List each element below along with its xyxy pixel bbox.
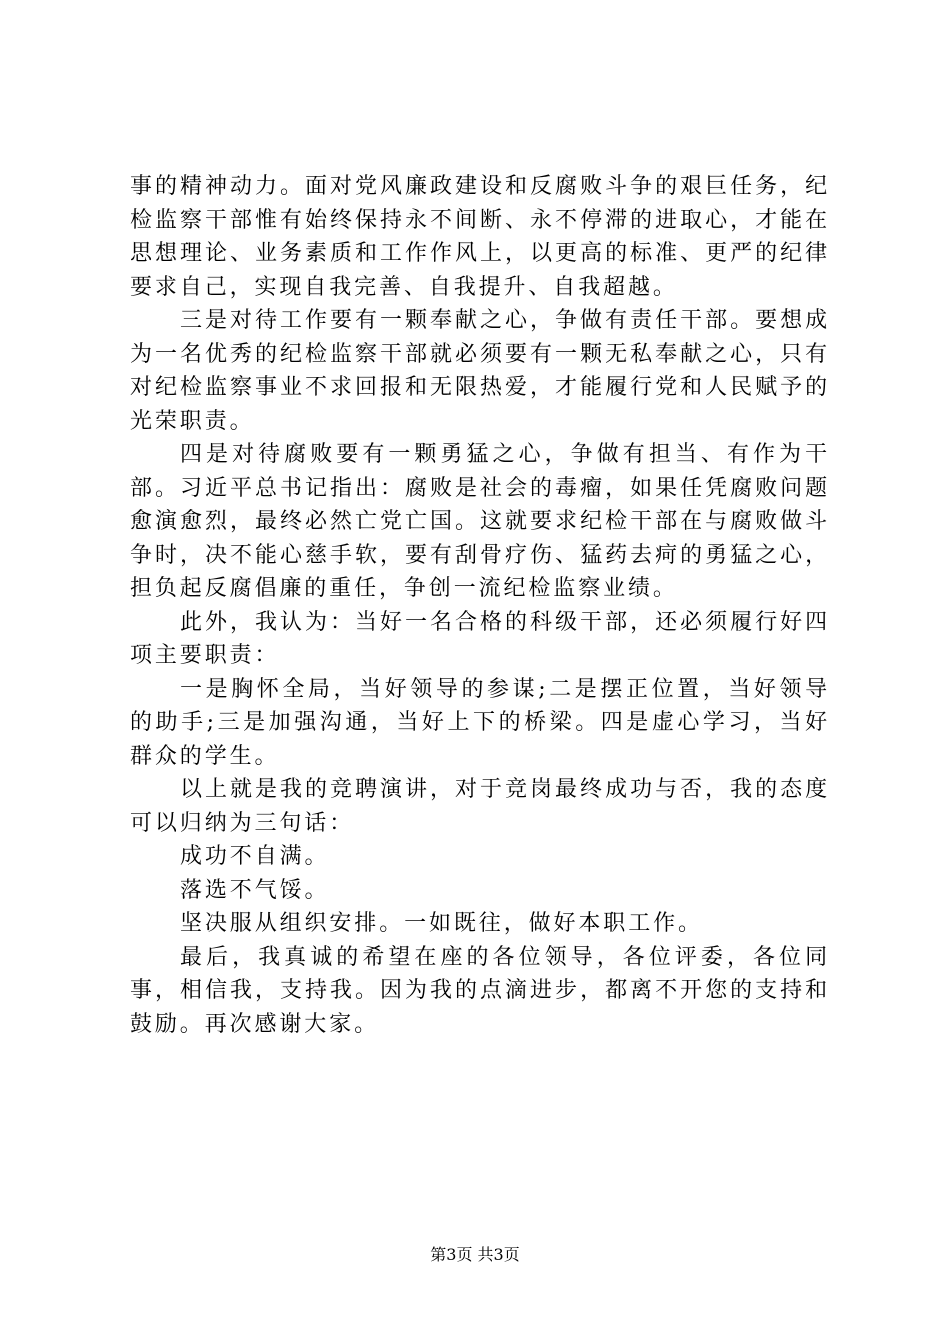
- paragraph-7: 成功不自满。: [180, 844, 330, 869]
- paragraph-4: 此外，我认为：当好一名合格的科级干部，还必须履行好四项主要职责：: [130, 609, 830, 668]
- paragraph-2: 三是对待工作要有一颗奉献之心，争做有责任干部。要想成为一名优秀的纪检监察干部就必须要有一颗无私奉献之心，只有对纪检监察事业不求回报和无限热爱，才能履行党和人民赋予的光荣职责。: [130, 308, 830, 434]
- paragraph-6: 以上就是我的竞聘演讲，对于竞岗最终成功与否，我的态度可以归纳为三句话：: [130, 777, 830, 836]
- paragraph-1: 事的精神动力。面对党风廉政建设和反腐败斗争的艰巨任务，纪检监察干部惟有始终保持永不间断、永不停滞的进取心，才能在思想理论、业务素质和工作作风上，以更高的标准、更严的纪律要求自己，实现自我完善、自我提升、自我超越。: [130, 174, 830, 300]
- paragraph-9: 坚决服从组织安排。一如既往，做好本职工作。: [180, 911, 703, 936]
- document-body: [130, 170, 830, 1041]
- page-footer: 第3页 共3页: [430, 1245, 520, 1264]
- paragraph-10: 最后，我真诚的希望在座的各位领导，各位评委，各位同事，相信我，支持我。因为我的点滴进步，都离不开您的支持和鼓励。再次感谢大家。: [130, 944, 830, 1037]
- paragraph-5: 一是胸怀全局，当好领导的参谋;二是摆正位置，当好领导的助手;三是加强沟通，当好上下的桥梁。四是虚心学习，当好群众的学生。: [130, 676, 830, 769]
- paragraph-8: 落选不气馁。: [180, 877, 330, 903]
- paragraph-3: 四是对待腐败要有一颗勇猛之心，争做有担当、有作为干部。习近平总书记指出：腐败是社会的毒瘤，如果任凭腐败问题愈演愈烈，最终必然亡党亡国。这就要求纪检干部在与腐败做斗争时，决不能心慈手软，要有刮骨疗伤、猛药去疴的勇猛之心，担负起反腐倡廉的重任，争创一流纪检监察业绩。: [130, 442, 830, 601]
